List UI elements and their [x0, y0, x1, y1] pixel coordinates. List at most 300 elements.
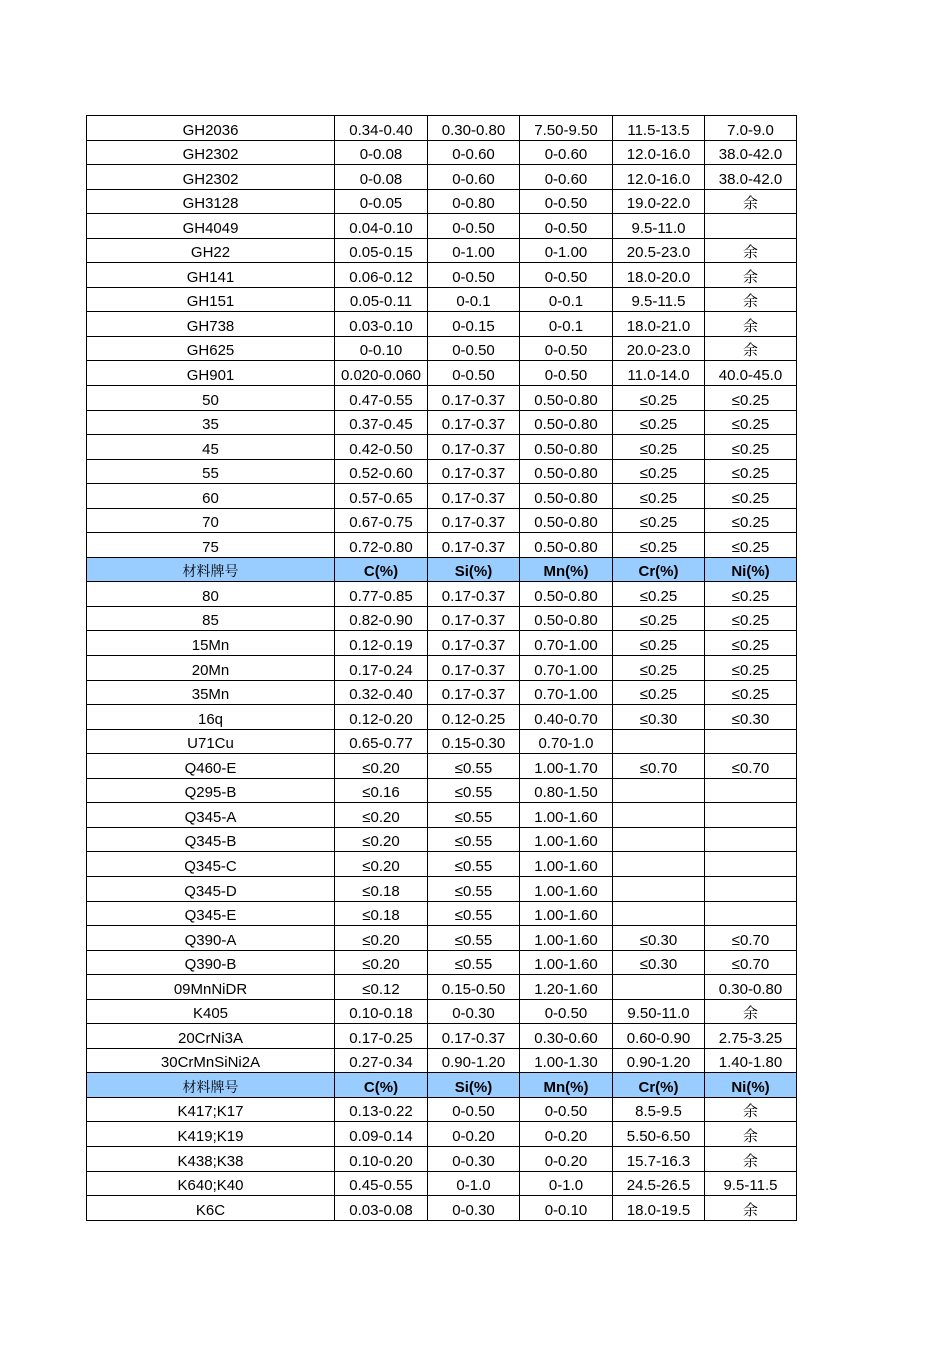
cell-mn: 0.50-0.80 [520, 410, 613, 435]
cell-si: 0-0.20 [428, 1122, 520, 1147]
table-row [87, 827, 797, 852]
cell-c: ≤0.18 [335, 901, 428, 926]
cell-si: 0-0.60 [428, 140, 520, 165]
cell-grade: Q295-B [87, 778, 335, 803]
cell-grade: GH22 [87, 238, 335, 263]
cell-c: 0.27-0.34 [335, 1048, 428, 1073]
cell-grade: K438;K38 [87, 1146, 335, 1171]
cell-ni [705, 901, 797, 926]
cell-mn: 1.00-1.30 [520, 1048, 613, 1073]
cell-cr: 0.90-1.20 [613, 1048, 705, 1073]
header-cell-c: C(%) [335, 1073, 428, 1098]
table-row [87, 1048, 797, 1073]
cell-c: 0.72-0.80 [335, 533, 428, 558]
table-row [87, 386, 797, 411]
cell-c: 0.05-0.11 [335, 287, 428, 312]
cell-mn: 0.50-0.80 [520, 533, 613, 558]
cell-si: 0.30-0.80 [428, 116, 520, 141]
cell-c: 0.32-0.40 [335, 680, 428, 705]
cell-c: 0.13-0.22 [335, 1097, 428, 1122]
cell-mn: 0-0.1 [520, 287, 613, 312]
cell-mn: 1.00-1.60 [520, 901, 613, 926]
cell-mn: 1.00-1.60 [520, 852, 613, 877]
cell-grade: 20Mn [87, 656, 335, 681]
table-row [87, 1024, 797, 1049]
cell-si: 0.12-0.25 [428, 705, 520, 730]
table-row [87, 165, 797, 190]
cell-cr [613, 901, 705, 926]
cell-c: 0.47-0.55 [335, 386, 428, 411]
cell-si: ≤0.55 [428, 827, 520, 852]
cell-c: 0-0.08 [335, 140, 428, 165]
cell-ni: 余 [705, 1146, 797, 1171]
cell-mn: 1.00-1.60 [520, 827, 613, 852]
cell-si: 0.17-0.37 [428, 582, 520, 607]
cell-mn: 0.80-1.50 [520, 778, 613, 803]
cell-ni: 余 [705, 336, 797, 361]
cell-mn: 1.00-1.60 [520, 950, 613, 975]
cell-si: 0-0.80 [428, 189, 520, 214]
cell-grade: 85 [87, 606, 335, 631]
table-row [87, 1122, 797, 1147]
cell-ni: ≤0.25 [705, 484, 797, 509]
table-row [87, 778, 797, 803]
cell-si: 0.17-0.37 [428, 1024, 520, 1049]
table-row [87, 754, 797, 779]
cell-c: ≤0.20 [335, 926, 428, 951]
cell-cr: ≤0.25 [613, 508, 705, 533]
cell-ni: ≤0.70 [705, 926, 797, 951]
cell-si: 0-0.50 [428, 361, 520, 386]
cell-grade: 35 [87, 410, 335, 435]
cell-c: 0.45-0.55 [335, 1171, 428, 1196]
table-row [87, 435, 797, 460]
cell-mn: 1.20-1.60 [520, 975, 613, 1000]
cell-si: 0-0.60 [428, 165, 520, 190]
cell-si: 0.17-0.37 [428, 606, 520, 631]
cell-si: 0-0.50 [428, 214, 520, 239]
table-row [87, 901, 797, 926]
cell-si: 0.17-0.37 [428, 631, 520, 656]
table-row [87, 336, 797, 361]
table-row [87, 1097, 797, 1122]
cell-mn: 0.40-0.70 [520, 705, 613, 730]
table-row [87, 238, 797, 263]
cell-cr [613, 778, 705, 803]
cell-grade: Q390-A [87, 926, 335, 951]
header-cell-cr: Cr(%) [613, 557, 705, 582]
table-row [87, 950, 797, 975]
cell-si: 0.17-0.37 [428, 459, 520, 484]
cell-cr: ≤0.25 [613, 533, 705, 558]
cell-cr: 20.0-23.0 [613, 336, 705, 361]
cell-mn: 0.70-1.00 [520, 680, 613, 705]
cell-cr: ≤0.25 [613, 680, 705, 705]
cell-cr: 12.0-16.0 [613, 140, 705, 165]
cell-mn: 0.70-1.00 [520, 656, 613, 681]
cell-c: ≤0.18 [335, 876, 428, 901]
cell-c: 0-0.08 [335, 165, 428, 190]
cell-mn: 0.50-0.80 [520, 386, 613, 411]
table-row [87, 975, 797, 1000]
header-cell-cr: Cr(%) [613, 1073, 705, 1098]
cell-c: 0.04-0.10 [335, 214, 428, 239]
cell-cr: ≤0.30 [613, 950, 705, 975]
cell-si: 0.15-0.30 [428, 729, 520, 754]
cell-si: 0.17-0.37 [428, 484, 520, 509]
cell-cr [613, 803, 705, 828]
cell-c: 0.12-0.19 [335, 631, 428, 656]
cell-si: 0.17-0.37 [428, 680, 520, 705]
cell-c: ≤0.20 [335, 852, 428, 877]
cell-cr: 19.0-22.0 [613, 189, 705, 214]
cell-mn: 0.50-0.80 [520, 606, 613, 631]
table-row [87, 410, 797, 435]
composition-table [86, 115, 797, 1221]
table-row [87, 926, 797, 951]
cell-mn: 0-0.50 [520, 336, 613, 361]
cell-si: ≤0.55 [428, 852, 520, 877]
cell-cr: ≤0.30 [613, 926, 705, 951]
cell-mn: 1.00-1.60 [520, 876, 613, 901]
cell-c: ≤0.20 [335, 950, 428, 975]
cell-mn: 0-0.50 [520, 1097, 613, 1122]
cell-cr: ≤0.25 [613, 484, 705, 509]
cell-mn: 0-0.1 [520, 312, 613, 337]
cell-grade: 80 [87, 582, 335, 607]
header-cell-mn: Mn(%) [520, 1073, 613, 1098]
cell-c: 0-0.10 [335, 336, 428, 361]
cell-ni: 2.75-3.25 [705, 1024, 797, 1049]
cell-ni: 余 [705, 1196, 797, 1221]
cell-c: 0.37-0.45 [335, 410, 428, 435]
header-cell-grade: 材料牌号 [87, 557, 335, 582]
cell-grade: Q345-A [87, 803, 335, 828]
table-row [87, 1171, 797, 1196]
cell-grade: Q460-E [87, 754, 335, 779]
cell-grade: U71Cu [87, 729, 335, 754]
cell-cr: 18.0-19.5 [613, 1196, 705, 1221]
cell-si: 0.17-0.37 [428, 386, 520, 411]
cell-cr: ≤0.25 [613, 435, 705, 460]
table-row [87, 533, 797, 558]
cell-c: 0.82-0.90 [335, 606, 428, 631]
cell-grade: GH2302 [87, 140, 335, 165]
cell-ni: ≤0.25 [705, 656, 797, 681]
table-row [87, 214, 797, 239]
cell-cr: 24.5-26.5 [613, 1171, 705, 1196]
cell-ni [705, 729, 797, 754]
cell-si: 0.17-0.37 [428, 533, 520, 558]
table-row [87, 606, 797, 631]
cell-cr: ≤0.25 [613, 631, 705, 656]
cell-cr: 18.0-21.0 [613, 312, 705, 337]
cell-grade: K417;K17 [87, 1097, 335, 1122]
cell-cr: 0.60-0.90 [613, 1024, 705, 1049]
cell-mn: 0.70-1.00 [520, 631, 613, 656]
cell-ni: 余 [705, 1097, 797, 1122]
cell-ni: 余 [705, 263, 797, 288]
cell-si: 0-1.00 [428, 238, 520, 263]
cell-c: ≤0.16 [335, 778, 428, 803]
cell-cr: 12.0-16.0 [613, 165, 705, 190]
cell-grade: 70 [87, 508, 335, 533]
cell-si: 0.17-0.37 [428, 656, 520, 681]
header-cell-si: Si(%) [428, 1073, 520, 1098]
cell-c: 0.77-0.85 [335, 582, 428, 607]
cell-mn: 0.50-0.80 [520, 435, 613, 460]
cell-si: 0-0.50 [428, 263, 520, 288]
cell-cr: 11.0-14.0 [613, 361, 705, 386]
table-row [87, 705, 797, 730]
cell-ni: ≤0.70 [705, 754, 797, 779]
cell-cr: ≤0.25 [613, 386, 705, 411]
table-row [87, 312, 797, 337]
table-body [87, 116, 797, 1221]
cell-c: 0.17-0.25 [335, 1024, 428, 1049]
cell-cr: 9.5-11.0 [613, 214, 705, 239]
cell-grade: Q345-C [87, 852, 335, 877]
cell-si: 0-0.50 [428, 336, 520, 361]
cell-mn: 0.50-0.80 [520, 508, 613, 533]
cell-mn: 0-0.50 [520, 361, 613, 386]
table-row [87, 361, 797, 386]
cell-grade: Q345-B [87, 827, 335, 852]
table-row [87, 459, 797, 484]
cell-mn: 0.30-0.60 [520, 1024, 613, 1049]
cell-si: 0-0.50 [428, 1097, 520, 1122]
table-row [87, 116, 797, 141]
cell-si: ≤0.55 [428, 754, 520, 779]
cell-mn: 0-1.0 [520, 1171, 613, 1196]
header-cell-mn: Mn(%) [520, 557, 613, 582]
cell-grade: GH2302 [87, 165, 335, 190]
cell-grade: GH141 [87, 263, 335, 288]
cell-ni: 1.40-1.80 [705, 1048, 797, 1073]
cell-ni: ≤0.25 [705, 410, 797, 435]
cell-mn: 0.50-0.80 [520, 484, 613, 509]
cell-ni: ≤0.25 [705, 631, 797, 656]
cell-cr: ≤0.25 [613, 459, 705, 484]
cell-cr [613, 729, 705, 754]
cell-si: ≤0.55 [428, 778, 520, 803]
cell-ni: ≤0.25 [705, 459, 797, 484]
cell-cr: 18.0-20.0 [613, 263, 705, 288]
cell-ni: 0.30-0.80 [705, 975, 797, 1000]
cell-c: 0.17-0.24 [335, 656, 428, 681]
cell-grade: K405 [87, 999, 335, 1024]
cell-cr: 8.5-9.5 [613, 1097, 705, 1122]
cell-ni: 40.0-45.0 [705, 361, 797, 386]
cell-c: 0.10-0.20 [335, 1146, 428, 1171]
cell-c: 0.52-0.60 [335, 459, 428, 484]
cell-si: 0-1.0 [428, 1171, 520, 1196]
cell-grade: 50 [87, 386, 335, 411]
cell-si: ≤0.55 [428, 950, 520, 975]
cell-c: 0.09-0.14 [335, 1122, 428, 1147]
cell-grade: K640;K40 [87, 1171, 335, 1196]
cell-grade: GH4049 [87, 214, 335, 239]
cell-ni [705, 876, 797, 901]
cell-si: 0.90-1.20 [428, 1048, 520, 1073]
cell-grade: 60 [87, 484, 335, 509]
cell-c: 0.06-0.12 [335, 263, 428, 288]
cell-si: 0-0.30 [428, 1196, 520, 1221]
cell-cr: 20.5-23.0 [613, 238, 705, 263]
cell-ni [705, 778, 797, 803]
cell-si: 0.17-0.37 [428, 410, 520, 435]
cell-ni: ≤0.25 [705, 508, 797, 533]
header-cell-grade: 材料牌号 [87, 1073, 335, 1098]
table-row [87, 140, 797, 165]
cell-cr: 15.7-16.3 [613, 1146, 705, 1171]
cell-si: 0-0.30 [428, 1146, 520, 1171]
cell-si: 0-0.15 [428, 312, 520, 337]
table-row [87, 263, 797, 288]
cell-c: ≤0.20 [335, 827, 428, 852]
cell-cr [613, 876, 705, 901]
cell-cr [613, 852, 705, 877]
cell-ni: ≤0.25 [705, 386, 797, 411]
cell-cr [613, 827, 705, 852]
cell-ni: 7.0-9.0 [705, 116, 797, 141]
cell-grade: K419;K19 [87, 1122, 335, 1147]
cell-mn: 1.00-1.60 [520, 803, 613, 828]
cell-cr [613, 975, 705, 1000]
table-row [87, 999, 797, 1024]
cell-cr: ≤0.70 [613, 754, 705, 779]
cell-grade: GH901 [87, 361, 335, 386]
table-row [87, 582, 797, 607]
cell-ni [705, 803, 797, 828]
cell-si: ≤0.55 [428, 901, 520, 926]
cell-si: ≤0.55 [428, 876, 520, 901]
cell-ni: 余 [705, 999, 797, 1024]
table-row [87, 729, 797, 754]
cell-c: 0.12-0.20 [335, 705, 428, 730]
cell-cr: ≤0.25 [613, 410, 705, 435]
cell-mn: 0-0.50 [520, 263, 613, 288]
cell-ni: 余 [705, 189, 797, 214]
table-row [87, 189, 797, 214]
table-row [87, 631, 797, 656]
cell-mn: 0.70-1.0 [520, 729, 613, 754]
cell-c: ≤0.20 [335, 754, 428, 779]
cell-mn: 0.50-0.80 [520, 582, 613, 607]
cell-cr: ≤0.25 [613, 656, 705, 681]
cell-grade: Q345-E [87, 901, 335, 926]
cell-c: 0.03-0.08 [335, 1196, 428, 1221]
cell-grade: 30CrMnSiNi2A [87, 1048, 335, 1073]
cell-ni: 余 [705, 1122, 797, 1147]
cell-cr: ≤0.25 [613, 606, 705, 631]
cell-grade: 55 [87, 459, 335, 484]
cell-ni: 9.5-11.5 [705, 1171, 797, 1196]
cell-c: ≤0.20 [335, 803, 428, 828]
table-row [87, 803, 797, 828]
cell-grade: GH738 [87, 312, 335, 337]
cell-grade: 75 [87, 533, 335, 558]
cell-ni: ≤0.25 [705, 582, 797, 607]
cell-ni [705, 827, 797, 852]
header-cell-c: C(%) [335, 557, 428, 582]
cell-c: 0.020-0.060 [335, 361, 428, 386]
cell-si: 0.17-0.37 [428, 435, 520, 460]
header-cell-ni: Ni(%) [705, 1073, 797, 1098]
cell-ni: 余 [705, 238, 797, 263]
cell-grade: Q345-D [87, 876, 335, 901]
cell-grade: Q390-B [87, 950, 335, 975]
cell-si: 0.15-0.50 [428, 975, 520, 1000]
cell-grade: 09MnNiDR [87, 975, 335, 1000]
table-row [87, 656, 797, 681]
cell-ni: 38.0-42.0 [705, 140, 797, 165]
table-row [87, 876, 797, 901]
cell-mn: 0-1.00 [520, 238, 613, 263]
cell-grade: 45 [87, 435, 335, 460]
cell-si: ≤0.55 [428, 803, 520, 828]
cell-si: ≤0.55 [428, 926, 520, 951]
cell-mn: 0-0.50 [520, 189, 613, 214]
table-row [87, 508, 797, 533]
cell-ni: ≤0.25 [705, 606, 797, 631]
cell-cr: 5.50-6.50 [613, 1122, 705, 1147]
cell-c: 0.42-0.50 [335, 435, 428, 460]
cell-mn: 0-0.50 [520, 999, 613, 1024]
cell-grade: 15Mn [87, 631, 335, 656]
cell-si: 0-0.30 [428, 999, 520, 1024]
cell-c: 0-0.05 [335, 189, 428, 214]
table-row [87, 484, 797, 509]
cell-c: 0.57-0.65 [335, 484, 428, 509]
cell-ni: ≤0.70 [705, 950, 797, 975]
cell-c: 0.03-0.10 [335, 312, 428, 337]
cell-ni [705, 214, 797, 239]
cell-mn: 0-0.20 [520, 1122, 613, 1147]
cell-cr: ≤0.30 [613, 705, 705, 730]
cell-ni: 余 [705, 312, 797, 337]
cell-cr: 9.50-11.0 [613, 999, 705, 1024]
cell-ni [705, 852, 797, 877]
cell-mn: 0-0.50 [520, 214, 613, 239]
cell-grade: GH3128 [87, 189, 335, 214]
cell-grade: 16q [87, 705, 335, 730]
cell-grade: GH625 [87, 336, 335, 361]
header-row [87, 557, 797, 582]
cell-cr: 9.5-11.5 [613, 287, 705, 312]
cell-ni: ≤0.25 [705, 435, 797, 460]
cell-si: 0-0.1 [428, 287, 520, 312]
cell-mn: 0.50-0.80 [520, 459, 613, 484]
cell-grade: K6C [87, 1196, 335, 1221]
cell-mn: 1.00-1.60 [520, 926, 613, 951]
header-cell-si: Si(%) [428, 557, 520, 582]
cell-mn: 0-0.20 [520, 1146, 613, 1171]
cell-ni: ≤0.25 [705, 533, 797, 558]
cell-grade: 20CrNi3A [87, 1024, 335, 1049]
cell-grade: GH151 [87, 287, 335, 312]
cell-mn: 7.50-9.50 [520, 116, 613, 141]
table-row [87, 1146, 797, 1171]
cell-ni: 38.0-42.0 [705, 165, 797, 190]
cell-cr: 11.5-13.5 [613, 116, 705, 141]
table-row [87, 852, 797, 877]
table-row [87, 680, 797, 705]
cell-grade: GH2036 [87, 116, 335, 141]
cell-cr: ≤0.25 [613, 582, 705, 607]
cell-mn: 1.00-1.70 [520, 754, 613, 779]
header-cell-ni: Ni(%) [705, 557, 797, 582]
